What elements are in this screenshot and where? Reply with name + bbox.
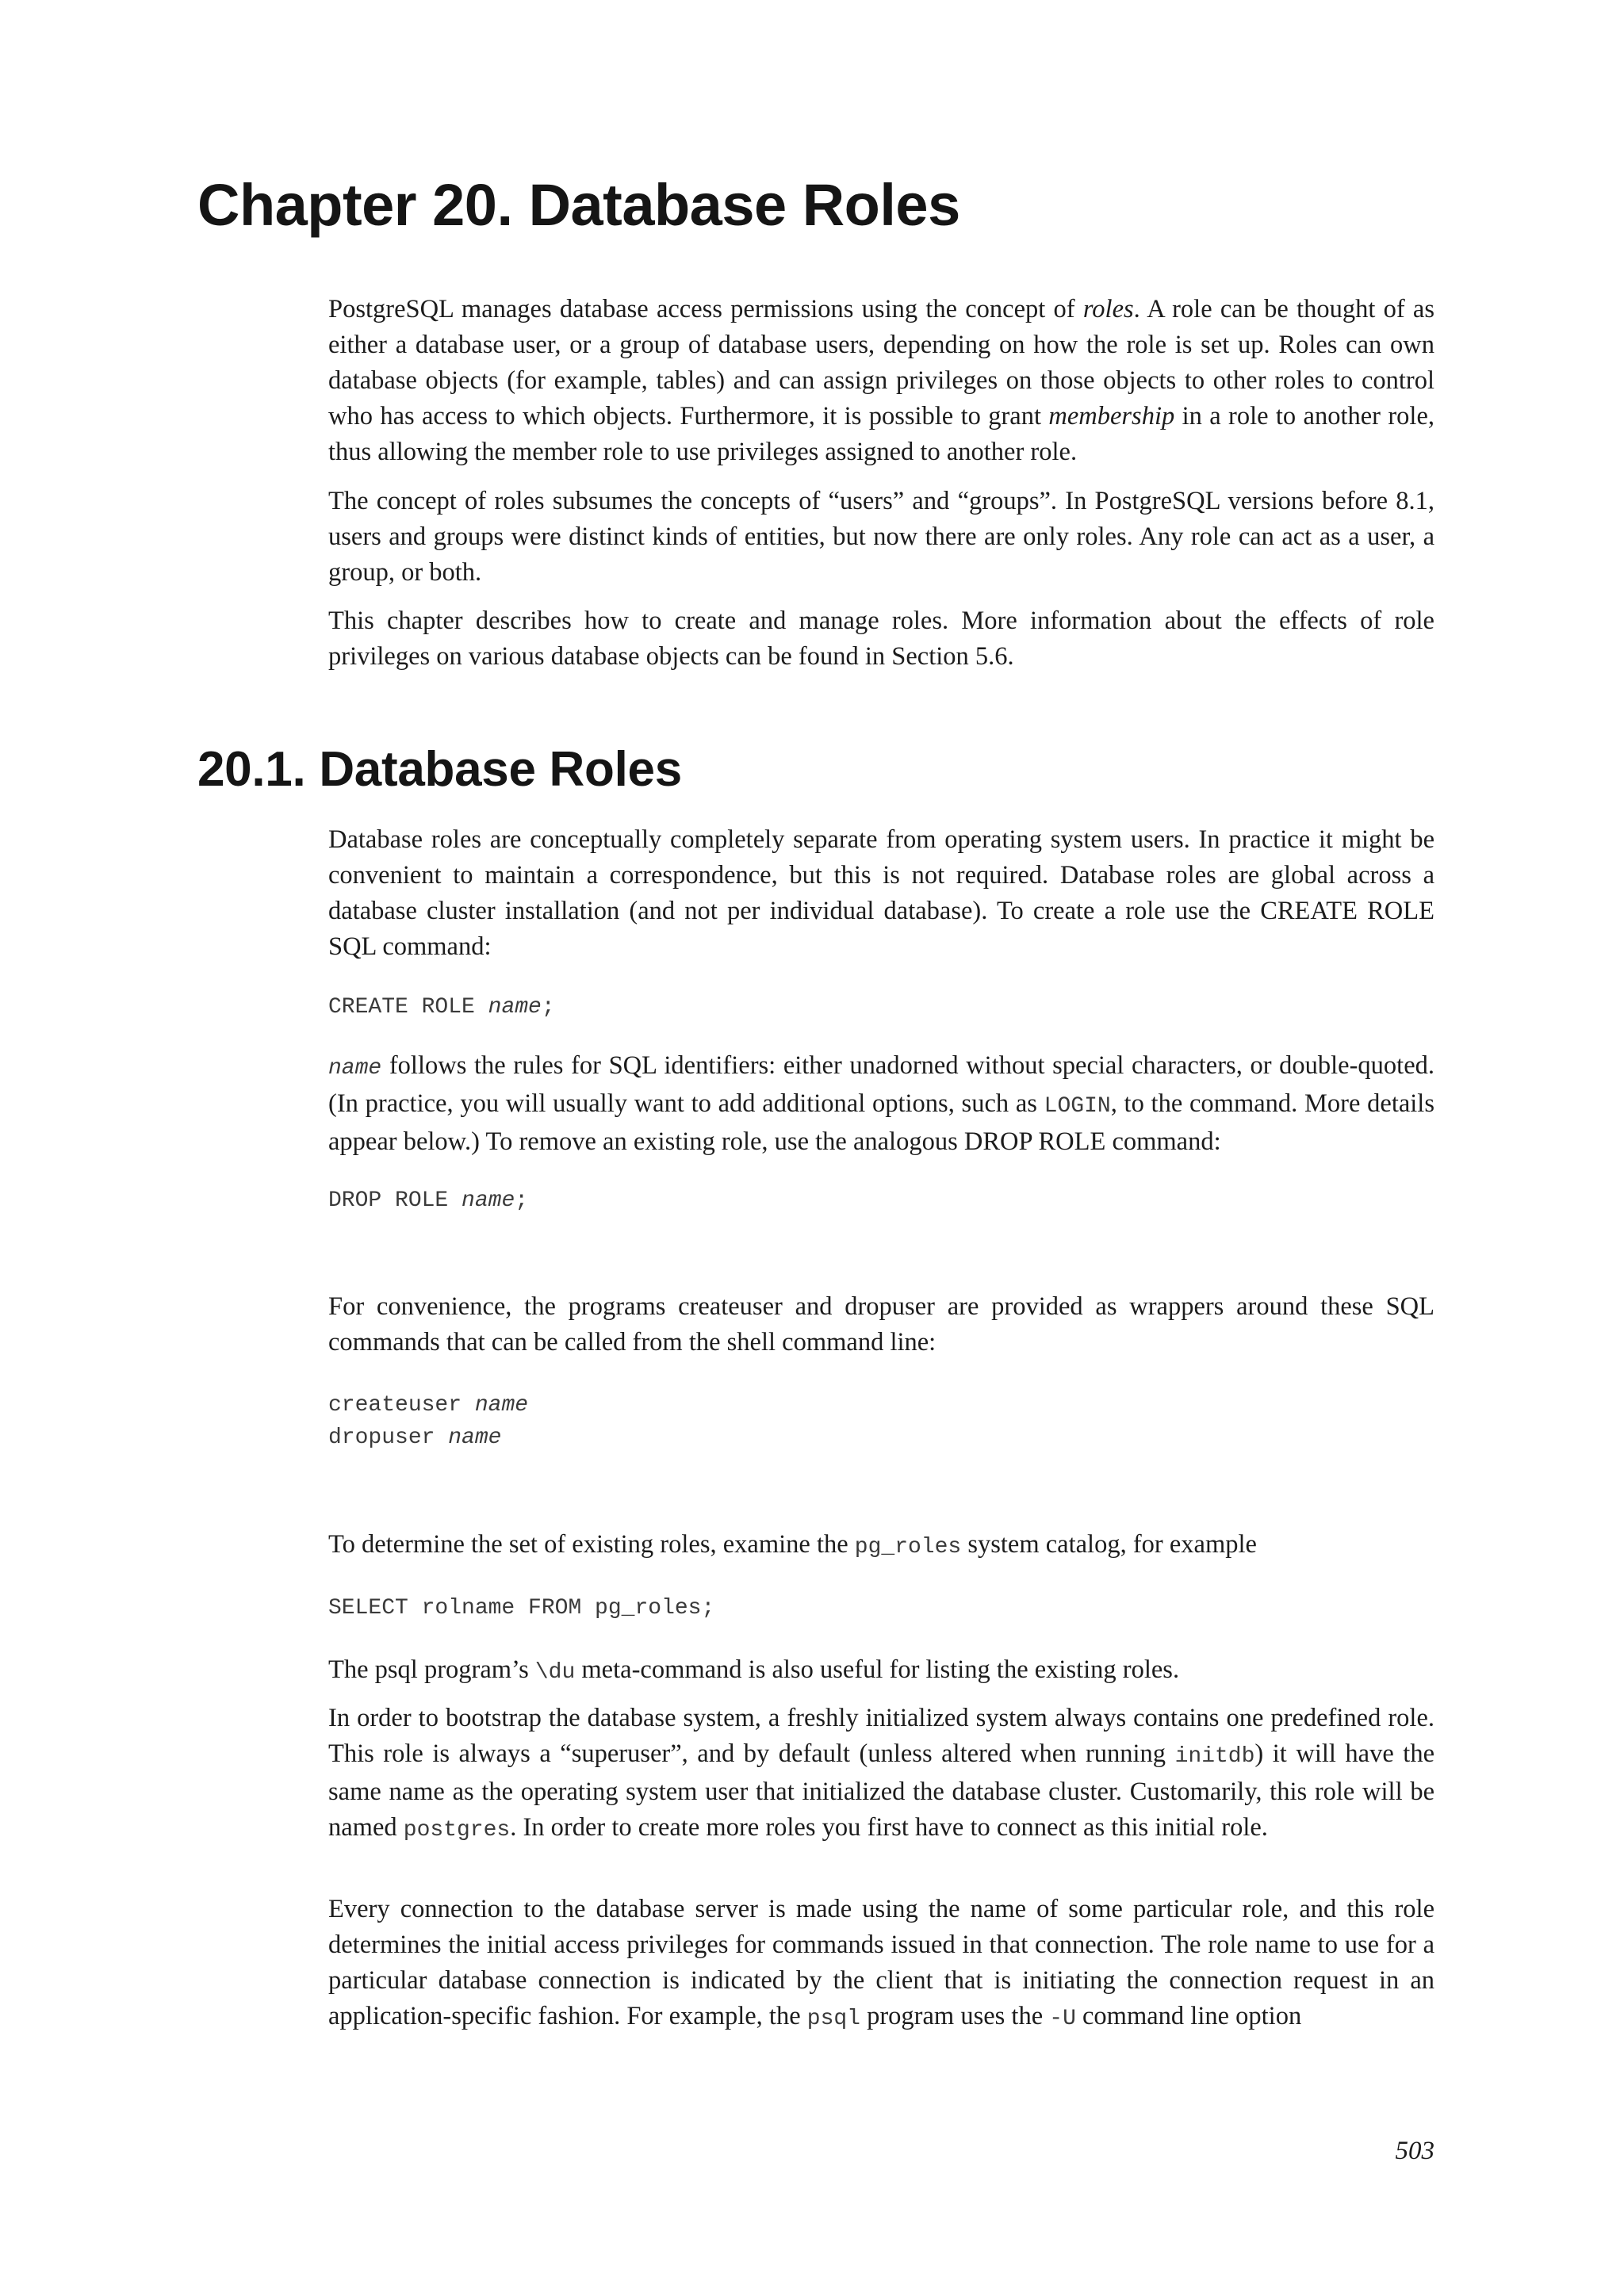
section-paragraph-5-block xyxy=(328,1652,1434,1690)
code-line-createuser: createuser name xyxy=(328,1393,529,1418)
inline-code-postgres: postgres xyxy=(403,1818,511,1843)
section-paragraph-7-block xyxy=(328,1892,1434,2037)
inline-code-u-option: -U xyxy=(1049,2007,1076,2031)
intro-paragraph-1: PostgreSQL manages database access permissions using the concept of roles. A role can be thought of as either a database user, or a group of database users, depending on how the role is set up. Roles can own database objects (for example, tables) and can assign privileges on those objects to other roles to control who has access to which objects. Furthermore, it is possible to grant membership in a role to another role, thus allowing the member role to use privileges assigned to another role. xyxy=(328,295,1434,466)
section-paragraph-4: To determine the set of existing roles, examine the pg_roles system catalog, for example xyxy=(328,1530,1257,1559)
intro-paragraph-2: The concept of roles subsumes the concepts of “users” and “groups”. In PostgreSQL versions before 8.1, users and groups were distinct kinds of entities, but now there are only roles. Any role can act as a user, a group, or both. xyxy=(328,487,1434,587)
inline-code-pg-roles: pg_roles xyxy=(854,1535,962,1559)
code-select-roles: SELECT rolname FROM pg_roles; xyxy=(328,1596,715,1621)
section-paragraph-5: The psql program’s \du meta-command is also useful for listing the existing roles. xyxy=(328,1655,1180,1685)
section-paragraph-2-block xyxy=(328,1048,1434,1160)
chapter-intro xyxy=(328,292,1434,470)
code-drop-role: DROP ROLE name; xyxy=(328,1188,529,1213)
code-create-role: CREATE ROLE name; xyxy=(328,995,555,1020)
intro-paragraph-3: This chapter describes how to create and manage roles. More information about the effects of role privileges on various database objects can be found in Section 5.6. xyxy=(328,607,1434,671)
emphasis-roles: roles xyxy=(1082,295,1134,323)
code-placeholder-name: name xyxy=(462,1188,515,1213)
section-paragraph-4-block xyxy=(328,1527,1434,1565)
section-paragraph-2: name follows the rules for SQL identifiers: either unadorned without special characters, or double-quoted. (In practice, you will usually want to add additional options, such as LOGIN, to the command. More details appear below.) To remove an existing role, use the analogous DROP ROLE command: xyxy=(328,1051,1434,1156)
inline-code-initdb: initdb xyxy=(1174,1744,1255,1769)
inline-code-psql: psql xyxy=(806,2007,860,2031)
section-paragraph-3-block xyxy=(328,1289,1434,1360)
section-paragraph-1: Database roles are conceptually completely separate from operating system users. In practice it might be convenient to maintain a correspondence, but this is not required. Database roles are global across a database cluster installation (and not per individual database). To create a role use the CREATE ROLE SQL command: xyxy=(328,825,1434,961)
section-paragraph-1-block xyxy=(328,822,1434,965)
section-paragraph-6: In order to bootstrap the database system, a freshly initialized system always contains one predefined role. This role is always a “superuser”, and by default (unless altered when running initdb) it will have the same name as the operating system user that initialized the database cluster. Customarily, this role will be named postgres. In order to create more roles you first have to connect as this initial role. xyxy=(328,1704,1435,1843)
section-paragraph-3: For convenience, the programs createuser and dropuser are provided as wrappers around these SQL commands that can be called from the shell command line: xyxy=(328,1292,1434,1357)
inline-code-name: name xyxy=(328,1056,382,1081)
chapter-intro-3 xyxy=(328,603,1434,675)
code-line-dropuser: dropuser name xyxy=(328,1425,502,1450)
section-paragraph-6-block xyxy=(328,1701,1434,1848)
page-number: 503 xyxy=(1395,2137,1434,2165)
inline-code-login: LOGIN xyxy=(1044,1094,1111,1119)
section-paragraph-7: Every connection to the database server is made using the name of some particular role, and this role determines the initial access privileges for commands issued in that connection. The role name to use for a particular database connection is indicated by the client that is initiating the connection request in an application-specific fashion. For example, the psql program uses the -U command line option xyxy=(328,1895,1434,2031)
section-title: 20.1. Database Roles xyxy=(197,742,682,797)
inline-code-du: \du xyxy=(534,1660,576,1685)
code-placeholder-name: name xyxy=(488,995,542,1020)
emphasis-membership: membership xyxy=(1048,402,1175,430)
chapter-title: Chapter 20. Database Roles xyxy=(197,172,960,238)
code-shell-commands xyxy=(328,1389,1434,1454)
chapter-intro-2 xyxy=(328,484,1434,591)
